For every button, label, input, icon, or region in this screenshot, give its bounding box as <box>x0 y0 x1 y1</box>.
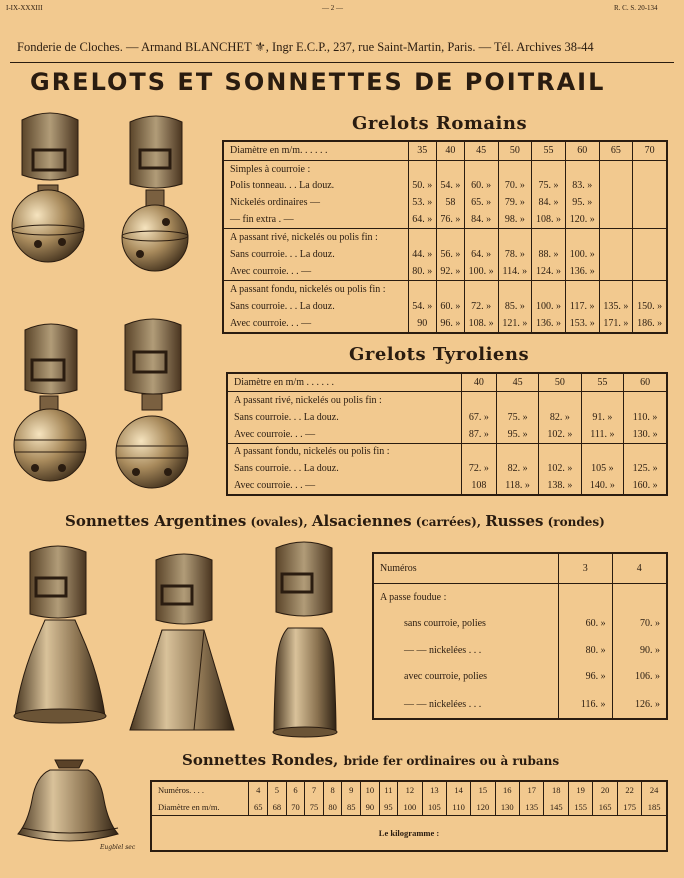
numero-cell: 10 <box>361 781 380 799</box>
row-label: A passant fondu, nickelés ou polis fin : <box>223 280 408 298</box>
row-label: — — nickelées . . . <box>404 698 482 710</box>
numeros-label: Numéros <box>380 562 417 574</box>
price-cell: 160. » <box>624 477 667 495</box>
price-cell: 75. » <box>497 409 539 426</box>
diameter-header-cell: 45 <box>464 141 498 160</box>
price-cell: 75. » <box>532 178 566 195</box>
row-label: Sans courroie. . . La douz. <box>230 300 335 312</box>
row-label: A passant fondu, nickelés ou polis fin : <box>227 443 461 460</box>
price-cell: 76. » <box>436 211 464 229</box>
title-russes: Russes <box>485 512 544 530</box>
price-cell: 120. » <box>565 211 599 229</box>
diameter-header-cell: 50 <box>539 373 582 392</box>
numeros-label: Numéros. . . . <box>158 785 205 796</box>
diameter-cell: 68 <box>268 799 287 816</box>
title-rondes: (rondes) <box>543 515 605 529</box>
price-cell: 102. » <box>539 426 582 443</box>
row-label: Avec courroie. . . — <box>234 428 316 440</box>
diameter-header-cell: 40 <box>436 141 464 160</box>
price-cell: 135. » <box>599 298 633 315</box>
row-label: Simples à courroie : <box>223 160 408 178</box>
diameter-label: Diamètre en m/m. . . . . . <box>230 145 328 157</box>
numero-cell: 17 <box>520 781 544 799</box>
price-cell: 100. » <box>565 246 599 263</box>
price-cell: 83. » <box>565 178 599 195</box>
diameter-cell: 75 <box>305 799 324 816</box>
numero-cell: 6 <box>286 781 305 799</box>
price-cell: 136. » <box>565 263 599 281</box>
price-cell: 138. » <box>539 477 582 495</box>
row-label: sans courroie, polies <box>404 618 486 630</box>
price-cell: 124. » <box>532 263 566 281</box>
price-cell: 92. » <box>436 263 464 281</box>
row-label: A passant rivé, nickelés ou polis fin : <box>227 392 461 409</box>
row-label: Avec courroie. . . — <box>234 479 316 491</box>
price-cell: 136. » <box>532 315 566 333</box>
row-label: Sans courroie. . . La douz. <box>234 463 339 475</box>
row-label: Sans courroie. . . La douz. <box>234 411 339 423</box>
numero-header-cell: 3 <box>559 553 613 583</box>
price-cell: 108. » <box>532 211 566 229</box>
price-cell: 67. » <box>461 409 496 426</box>
price-cell: 88. » <box>532 246 566 263</box>
price-cell: 150. » <box>633 298 667 315</box>
price-cell: 84. » <box>464 211 498 229</box>
sonnette-ronde-icon <box>18 760 118 841</box>
diameter-cell: 165 <box>593 799 617 816</box>
diameter-header-cell: 60 <box>565 141 599 160</box>
diameter-header-cell: 55 <box>581 373 624 392</box>
price-cell: 111. » <box>581 426 624 443</box>
price-cell: 54. » <box>408 298 436 315</box>
price-cell: 102. » <box>539 460 582 477</box>
price-cell: 96. » <box>436 315 464 333</box>
romains-title: Grelots Romains <box>352 113 528 134</box>
price-cell: 121. » <box>498 315 532 333</box>
diameter-cell: 70 <box>286 799 305 816</box>
numero-cell: 5 <box>268 781 287 799</box>
sonnette-argentine-icon <box>14 546 106 723</box>
rcs-number: R. C. S. 20-134 <box>614 4 658 12</box>
price-cell: 84. » <box>532 194 566 211</box>
diameter-cell: 80 <box>323 799 342 816</box>
row-label: — fin extra . — <box>230 214 294 226</box>
page-number: — 2 — <box>322 4 343 12</box>
diameter-cell: 155 <box>568 799 592 816</box>
kilogramme-label: Le kilogramme : <box>151 816 667 852</box>
price-cell: 87. » <box>461 426 496 443</box>
price-cell: 56. » <box>436 246 464 263</box>
numero-cell: 7 <box>305 781 324 799</box>
price-cell: 90 <box>408 315 436 333</box>
price-cell: 72. » <box>464 298 498 315</box>
numero-cell: 8 <box>323 781 342 799</box>
price-cell: 108 <box>461 477 496 495</box>
price-cell: 140. » <box>581 477 624 495</box>
tyroliens-title: Grelots Tyroliens <box>349 344 530 365</box>
diameter-cell: 185 <box>642 799 667 816</box>
main-title: GRELOTS ET SONNETTES DE POITRAIL <box>30 68 606 96</box>
title-argentines: Sonnettes Argentines <box>65 512 247 530</box>
diameter-label: Diamètre en m/m. <box>158 801 220 812</box>
price-cell: 118. » <box>497 477 539 495</box>
numero-header-cell: 4 <box>612 553 667 583</box>
row-label: Sans courroie. . . La douz. <box>230 248 335 260</box>
price-cell: 98. » <box>498 211 532 229</box>
numero-cell: 16 <box>495 781 519 799</box>
price-cell: 96. » <box>559 664 613 690</box>
numero-cell: 20 <box>593 781 617 799</box>
diameter-cell: 120 <box>471 799 495 816</box>
price-cell: 60. » <box>436 298 464 315</box>
price-cell: 186. » <box>633 315 667 333</box>
price-cell: 125. » <box>624 460 667 477</box>
diameter-cell: 135 <box>520 799 544 816</box>
price-cell: 110. » <box>624 409 667 426</box>
sonnette-russe-icon <box>273 542 337 737</box>
company-header: Fonderie de Cloches. — Armand BLANCHET ⚜, Ingr E.C.P., 237, rue Saint-Martin, Paris. — Tél. Archives 38-44 <box>17 40 594 54</box>
sonnette-alsacienne-icon <box>130 554 234 730</box>
diameter-header-cell: 50 <box>498 141 532 160</box>
price-cell: 70. » <box>612 611 667 637</box>
catalog-code: I-IX-XXXIII <box>6 4 43 12</box>
row-label: A passant rivé, nickelés ou polis fin : <box>223 229 408 247</box>
price-cell: 80. » <box>559 637 613 663</box>
price-cell: 44. » <box>408 246 436 263</box>
price-cell: 72. » <box>461 460 496 477</box>
diameter-header-cell: 65 <box>599 141 633 160</box>
price-cell: 105 » <box>581 460 624 477</box>
title-alsaciennes: Alsaciennes <box>311 512 412 530</box>
price-cell: 114. » <box>498 263 532 281</box>
price-cell: 82. » <box>539 409 582 426</box>
row-label: A passe foudue : <box>373 583 559 611</box>
price-cell: 53. » <box>408 194 436 211</box>
diameter-cell: 110 <box>447 799 471 816</box>
rondes-title-main: Sonnettes Rondes, <box>182 751 339 769</box>
price-cell: 79. » <box>498 194 532 211</box>
diameter-header-cell: 55 <box>532 141 566 160</box>
numero-cell: 19 <box>568 781 592 799</box>
diameter-cell: 130 <box>495 799 519 816</box>
diameter-cell: 105 <box>422 799 446 816</box>
engraver-signature: Eugblel sec <box>100 844 136 851</box>
diameter-header-cell: 35 <box>408 141 436 160</box>
price-cell: 78. » <box>498 246 532 263</box>
diameter-cell: 175 <box>617 799 641 816</box>
price-cell: 65. » <box>464 194 498 211</box>
numero-cell: 14 <box>447 781 471 799</box>
price-cell: 50. » <box>408 178 436 195</box>
price-cell: 171. » <box>599 315 633 333</box>
numero-cell: 24 <box>642 781 667 799</box>
diameter-cell: 90 <box>361 799 380 816</box>
price-cell: 85. » <box>498 298 532 315</box>
price-cell: 60. » <box>464 178 498 195</box>
price-cell: 100. » <box>464 263 498 281</box>
row-label: — — nickelées . . . <box>404 644 482 656</box>
diameter-cell: 95 <box>379 799 398 816</box>
row-label: Avec courroie. . . — <box>230 317 312 329</box>
price-cell: 64. » <box>464 246 498 263</box>
diameter-cell: 100 <box>398 799 422 816</box>
price-cell: 80. » <box>408 263 436 281</box>
price-cell: 70. » <box>498 178 532 195</box>
numero-cell: 9 <box>342 781 361 799</box>
grelot-tyrolien-2-icon <box>116 319 188 488</box>
diameter-cell: 85 <box>342 799 361 816</box>
diameter-header-cell: 40 <box>461 373 496 392</box>
price-cell: 117. » <box>565 298 599 315</box>
diameter-label: Diamètre en m/m . . . . . . <box>234 377 334 389</box>
title-carrees: (carrées), <box>411 515 486 529</box>
grelot-tyrolien-1-icon <box>14 324 86 481</box>
price-cell: 91. » <box>581 409 624 426</box>
price-cell: 153. » <box>565 315 599 333</box>
numero-cell: 12 <box>398 781 422 799</box>
numero-cell: 22 <box>617 781 641 799</box>
price-cell: 60. » <box>559 611 613 637</box>
price-cell: 58 <box>436 194 464 211</box>
numero-cell: 13 <box>422 781 446 799</box>
numero-cell: 11 <box>379 781 398 799</box>
price-cell: 64. » <box>408 211 436 229</box>
diameter-header-cell: 45 <box>497 373 539 392</box>
price-cell: 95. » <box>565 194 599 211</box>
price-cell: 116. » <box>559 690 613 719</box>
rondes-subtitle: bride fer ordinaires ou à rubans <box>343 754 560 768</box>
price-cell: 108. » <box>464 315 498 333</box>
row-label: avec courroie, polies <box>404 671 488 683</box>
row-label: Nickelés ordinaires — <box>230 197 320 209</box>
price-cell: 54. » <box>436 178 464 195</box>
numero-cell: 15 <box>471 781 495 799</box>
price-cell: 95. » <box>497 426 539 443</box>
diameter-cell: 65 <box>249 799 268 816</box>
price-cell: 100. » <box>532 298 566 315</box>
diameter-header-cell: 60 <box>624 373 667 392</box>
row-label: Polis tonneau. . . La douz. <box>230 180 335 192</box>
price-cell: 106. » <box>612 664 667 690</box>
row-label: Avec courroie. . . — <box>230 265 312 277</box>
price-cell: 126. » <box>612 690 667 719</box>
diameter-cell: 145 <box>544 799 568 816</box>
diameter-header-cell: 70 <box>633 141 667 160</box>
title-ovales: (ovales), <box>246 515 312 529</box>
grelot-romain-1-icon <box>12 113 84 262</box>
numero-cell: 4 <box>249 781 268 799</box>
price-cell: 82. » <box>497 460 539 477</box>
numero-cell: 18 <box>544 781 568 799</box>
grelot-romain-2-icon <box>122 116 188 271</box>
price-cell: 130. » <box>624 426 667 443</box>
price-cell: 90. » <box>612 637 667 663</box>
